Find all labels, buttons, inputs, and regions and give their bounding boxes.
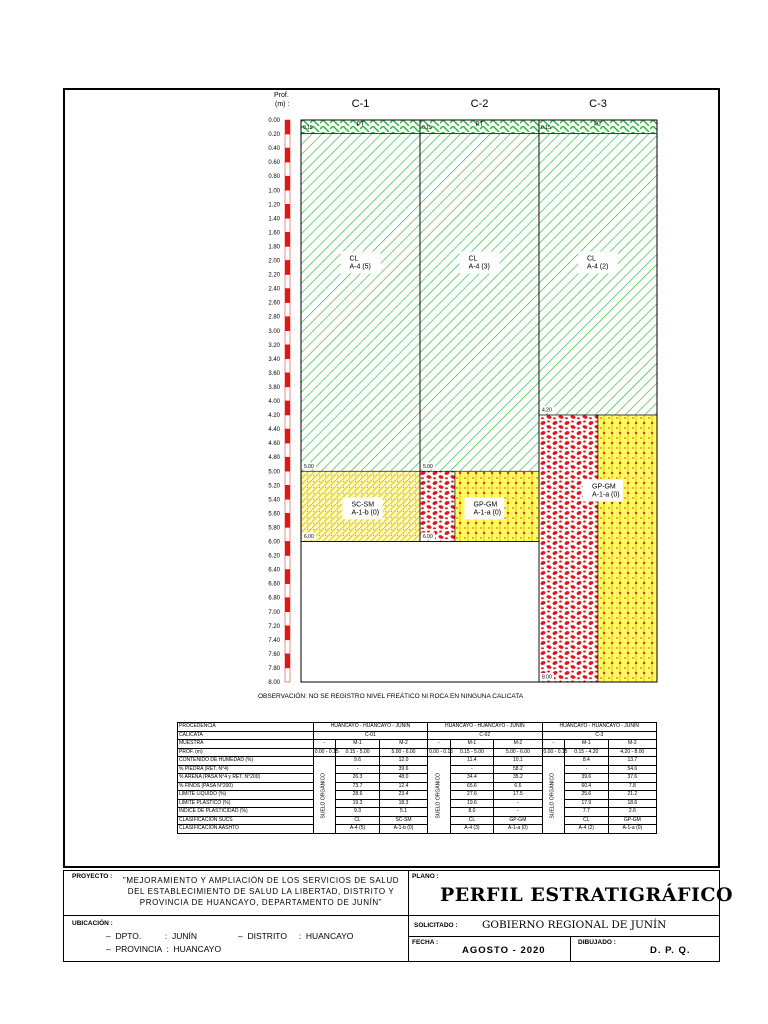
table-cell: 0.15 - 5.00 [450, 748, 494, 757]
depth-ruler-segment [285, 485, 290, 499]
table-cell: CL [450, 816, 494, 825]
table-row [178, 774, 657, 783]
table-cell: 17.5 [494, 791, 542, 800]
depth-tick-label: 1.60 [268, 230, 280, 237]
table-cell: C-02 [428, 731, 542, 740]
table-cell: 2.6 [608, 808, 656, 817]
depth-ruler-segment [285, 640, 290, 654]
soil-aashto-label: A-4 (5) [349, 263, 371, 271]
soil-class-label: CL [349, 255, 359, 263]
table-cell: M-1 [450, 740, 494, 749]
depth-tick-label: 5.00 [268, 469, 280, 476]
table-cell: 54.6 [608, 765, 656, 774]
table-cell: 60.4 [564, 782, 608, 791]
depth-ruler-segment [285, 120, 290, 134]
depth-tick-label: 6.20 [268, 553, 280, 560]
table-cell: GP-GM [494, 816, 542, 825]
date-label: FECHA : [412, 939, 439, 946]
depth-tick-label: 5.80 [268, 525, 280, 532]
table-cell: 18.6 [608, 799, 656, 808]
depth-ruler-segment [285, 190, 290, 204]
depth-ruler-segment [285, 584, 290, 598]
depth-tick-label: 3.40 [268, 356, 280, 363]
drawn-by-value: D. P. Q. [650, 945, 691, 956]
soil-layer [598, 415, 657, 682]
depth-ruler-segment [285, 429, 290, 443]
table-cell: 5.00 - 6.00 [494, 748, 542, 757]
table-cell: M-2 [494, 740, 542, 749]
depth-tick-label: 3.80 [268, 384, 280, 391]
depth-ruler-segment [285, 246, 290, 260]
table-cell: 58.2 [494, 765, 542, 774]
table-cell: 39.6 [564, 774, 608, 783]
table-row [178, 782, 657, 791]
borehole-name: C-1 [351, 98, 370, 110]
row-header: PROCEDENCIA [178, 723, 314, 732]
depth-ruler-segment [285, 415, 290, 429]
depth-ruler-segment [285, 303, 290, 317]
table-cell: 11.4 [450, 757, 494, 766]
topsoil-label: PT [594, 122, 602, 128]
depth-tick-label: 0.00 [268, 118, 280, 124]
soil-class-label: CL [468, 255, 478, 263]
table-cell: 27.6 [450, 791, 494, 800]
table-cell: 73.7 [336, 782, 380, 791]
plan-label: PLANO : [412, 873, 439, 880]
table-row [178, 723, 657, 732]
depth-ruler-segment [285, 654, 290, 668]
table-cell: 8.4 [564, 757, 608, 766]
soil-class-label: SC-SM [351, 501, 375, 509]
organic-soil-label: SUELO ORGÁNICO [313, 757, 335, 834]
table-cell: 18.3 [379, 799, 427, 808]
depth-tick-label: 8.00 [268, 680, 280, 686]
table-cell: 17.9 [564, 799, 608, 808]
depth-ruler-segment [285, 218, 290, 232]
depth-tick-label: 0.20 [268, 132, 280, 139]
depth-ruler-segment [285, 626, 290, 640]
depth-tick-label: 4.60 [268, 441, 280, 448]
depth-ruler-segment [285, 401, 290, 415]
depth-tick-label: 4.40 [268, 427, 280, 434]
row-header: % ARENA (PASA N°4 y RET. N°200) [178, 774, 314, 783]
table-cell: 12.0 [379, 757, 427, 766]
table-cell: 5.1 [379, 808, 427, 817]
layer-bottom-depth: 8.00 [542, 674, 552, 681]
table-cell: CL [336, 816, 380, 825]
depth-ruler-segment [285, 232, 290, 246]
table-cell: - [428, 740, 450, 749]
depth-tick-label: 2.80 [268, 314, 280, 321]
table-cell: 25.6 [564, 791, 608, 800]
row-header: LÍMITE PLÁSTICO (%) [178, 799, 314, 808]
table-cell: 13.7 [608, 757, 656, 766]
depth-axis-unit: (m) : [275, 101, 290, 108]
depth-tick-label: 2.40 [268, 286, 280, 293]
depth-ruler-segment [285, 359, 290, 373]
depth-ruler-segment [285, 556, 290, 570]
depth-ruler-segment [285, 527, 290, 541]
observation-note: OBSERVACIÓN: NO SE REGISTRO NIVEL FREÁTICO NI ROCA EN NINGUNA CALICATA [258, 693, 524, 700]
depth-tick-label: 0.80 [268, 174, 280, 181]
soil-class-label: GP-GM [592, 483, 616, 491]
table-cell: - [336, 765, 380, 774]
soil-aashto-label: A-4 (2) [587, 263, 609, 271]
depth-tick-label: 4.20 [268, 413, 280, 420]
soil-class-label: GP-GM [473, 501, 498, 509]
layer-bottom-depth: 4.20 [542, 407, 552, 414]
table-cell: 23.4 [379, 791, 427, 800]
plan-title: PERFIL ESTRATIGRÁFICO [440, 884, 734, 906]
depth-tick-label: 7.80 [268, 665, 280, 672]
table-cell: A-4 (2) [564, 825, 608, 834]
layer-bottom-depth: 5.00 [304, 463, 314, 470]
depth-tick-label: 2.60 [268, 300, 280, 307]
table-cell: - [494, 799, 542, 808]
table-cell: 7.7 [564, 808, 608, 817]
table-cell: M-1 [564, 740, 608, 749]
location-label: UBICACIÓN : [72, 920, 113, 927]
table-cell: A-1-b (0) [379, 825, 427, 834]
table-cell: 19.3 [336, 799, 380, 808]
depth-axis-label: Prof. [274, 92, 289, 99]
table-cell: 21.2 [608, 791, 656, 800]
table-row [178, 799, 657, 808]
table-cell: 65.6 [450, 782, 494, 791]
depth-ruler-segment [285, 499, 290, 513]
table-cell: 4.20 - 8.00 [608, 748, 656, 757]
depth-ruler-segment [285, 331, 290, 345]
table-cell: 35.2 [494, 774, 542, 783]
soil-aashto-label: A-1-b (0) [351, 509, 380, 517]
topsoil-depth-label: 0.15 [541, 125, 551, 131]
table-row [178, 757, 657, 766]
depth-ruler-segment [285, 204, 290, 218]
depth-tick-label: 5.20 [268, 483, 280, 490]
table-row [178, 825, 657, 834]
table-cell: HUANCAYO - HUANCAYO - JUNÍN [428, 723, 542, 732]
soil-layer [420, 471, 455, 541]
row-header: CALICATA [178, 731, 314, 740]
depth-tick-label: 6.40 [268, 567, 280, 574]
row-header: % PIEDRA (RET. N°4) [178, 765, 314, 774]
table-cell: A-4 (5) [336, 825, 380, 834]
depth-ruler-segment [285, 373, 290, 387]
project-name [116, 875, 406, 908]
depth-tick-label: 7.40 [268, 637, 280, 644]
topsoil-depth-label: 0.15 [422, 125, 432, 131]
layer-bottom-depth: 6.00 [423, 534, 433, 540]
project-line-2: DEL ESTABLECIMIENTO DE SALUD LA LIBERTAD, DISTRITO Y [127, 887, 395, 896]
depth-ruler-segment [285, 513, 290, 527]
topsoil-label: PT [356, 122, 365, 128]
depth-ruler-segment [285, 668, 290, 682]
table-cell: HUANCAYO - HUANCAYO - JUNÍN [313, 723, 427, 732]
table-cell: 48.0 [379, 774, 427, 783]
table-cell: 7.8 [608, 782, 656, 791]
depth-tick-label: 3.60 [268, 370, 280, 377]
depth-ruler-segment [285, 134, 290, 148]
depth-ruler-segment [285, 176, 290, 190]
borehole-name: C-2 [470, 98, 489, 110]
depth-tick-label: 4.00 [268, 399, 280, 405]
table-cell: 0.15 - 4.20 [564, 748, 608, 757]
depth-ruler-segment [285, 387, 290, 401]
soil-aashto-label: A-1-a (0) [592, 491, 620, 499]
table-cell: GP-GM [608, 816, 656, 825]
row-header: % FINOS (PASA N°200) [178, 782, 314, 791]
depth-tick-label: 1.00 [268, 188, 280, 195]
depth-ruler-segment [285, 570, 290, 584]
row-header: CLASIFICACIÓN SUCS [178, 816, 314, 825]
depth-tick-label: 0.40 [268, 146, 280, 153]
depth-tick-label: 1.80 [268, 244, 280, 251]
row-header: MUESTRA [178, 740, 314, 749]
borehole-name: C-3 [589, 98, 607, 110]
row-header: ÍNDICE DE PLASTICIDAD (%) [178, 808, 314, 817]
table-cell: M-2 [379, 740, 427, 749]
soil-layer [539, 415, 598, 682]
depth-tick-label: 0.60 [268, 160, 280, 167]
table-cell: 12.4 [379, 782, 427, 791]
table-cell: - [450, 765, 494, 774]
table-cell: 6.6 [494, 782, 542, 791]
project-label: PROYECTO : [72, 873, 113, 880]
topsoil-depth-label: 0.15 [303, 125, 313, 131]
row-header: LÍMITE LÍQUIDO (%) [178, 791, 314, 800]
table-cell: M-1 [336, 740, 380, 749]
table-cell: 0.00 - 0.15 [543, 748, 568, 755]
project-line-1: "MEJORAMIENTO Y AMPLIACIÓN DE LOS SERVICIOS DE SALUD [122, 876, 400, 885]
depth-tick-label: 1.20 [268, 202, 280, 209]
soil-class-label: CL [587, 255, 596, 263]
depth-tick-label: 4.80 [268, 455, 280, 462]
table-row [178, 816, 657, 825]
location-district: – DISTRITO : HUANCAYO [238, 931, 354, 941]
lab-results-table [177, 722, 657, 834]
depth-tick-label: 2.00 [268, 258, 280, 265]
layer-bottom-depth: 6.00 [304, 534, 314, 540]
depth-tick-label: 3.00 [268, 328, 280, 335]
row-header: CONTENIDO DE HUMEDAD (%) [178, 757, 314, 766]
topsoil-label: PT [475, 122, 484, 128]
table-row [178, 731, 657, 740]
depth-tick-label: 7.60 [268, 651, 280, 658]
table-cell: - [542, 740, 564, 749]
table-row [178, 791, 657, 800]
organic-soil-label: SUELO ORGÁNICO [542, 757, 564, 834]
table-cell: 28.6 [336, 791, 380, 800]
depth-tick-label: 5.60 [268, 511, 280, 518]
table-cell: - [564, 765, 608, 774]
table-cell: CL [564, 816, 608, 825]
depth-ruler-segment [285, 289, 290, 303]
depth-ruler-segment [285, 148, 290, 162]
depth-ruler-segment [285, 261, 290, 275]
row-header: PROF. (m) [178, 748, 314, 757]
table-cell: A-1-a (0) [494, 825, 542, 834]
depth-tick-label: 5.40 [268, 497, 280, 504]
table-cell: 0.15 - 5.00 [336, 748, 380, 757]
project-line-3: PROVINCIA DE HUANCAYO, DEPARTAMENTO DE JUNÍN" [139, 898, 383, 907]
depth-tick-label: 6.00 [268, 539, 280, 546]
table-cell: - [494, 808, 542, 817]
table-cell: 8.0 [450, 808, 494, 817]
requester-label: SOLICITADO : [414, 922, 458, 929]
soil-aashto-label: A-1-a (0) [473, 509, 502, 517]
table-row [178, 765, 657, 774]
date-value: AGOSTO - 2020 [462, 945, 546, 956]
depth-ruler-segment [285, 471, 290, 485]
drawn-by-label: DIBUJADO : [578, 939, 616, 946]
soil-layer [420, 134, 539, 472]
table-cell: 34.4 [450, 774, 494, 783]
depth-tick-label: 7.00 [268, 609, 280, 616]
depth-ruler-segment [285, 275, 290, 289]
layer-bottom-depth: 5.00 [423, 463, 433, 470]
table-cell: 10.1 [494, 757, 542, 766]
table-cell: - [313, 740, 335, 749]
depth-tick-label: 3.20 [268, 342, 280, 349]
depth-ruler-segment [285, 317, 290, 331]
table-cell: 37.6 [608, 774, 656, 783]
depth-ruler-segment [285, 162, 290, 176]
depth-tick-label: 1.40 [268, 216, 280, 223]
table-cell: 39.6 [379, 765, 427, 774]
depth-tick-label: 2.20 [268, 272, 280, 279]
table-cell: 9.3 [336, 808, 380, 817]
table-cell: 0.00 - 0.15 [429, 748, 454, 755]
table-cell: A-4 (3) [450, 825, 494, 834]
table-cell: C-3 [542, 731, 656, 740]
depth-ruler-segment [285, 457, 290, 471]
table-cell: C-01 [313, 731, 427, 740]
table-row [178, 748, 657, 757]
table-cell: 9.6 [336, 757, 380, 766]
table-cell: 0.00 - 0.15 [314, 748, 339, 755]
table-row [178, 808, 657, 817]
table-row [178, 740, 657, 749]
table-cell: 19.6 [450, 799, 494, 808]
depth-tick-label: 6.60 [268, 581, 280, 588]
soil-layer [301, 134, 420, 472]
requester-value: GOBIERNO REGIONAL DE JUNÍN [482, 919, 667, 931]
table-cell: HUANCAYO - HUANCAYO - JUNÍN [542, 723, 656, 732]
depth-tick-label: 7.20 [268, 623, 280, 630]
depth-ruler-segment [285, 542, 290, 556]
table-cell: SC-SM [379, 816, 427, 825]
depth-ruler-segment [285, 598, 290, 612]
location-department: – DPTO. : JUNÍN [106, 931, 197, 941]
table-cell: 26.3 [336, 774, 380, 783]
depth-ruler-segment [285, 612, 290, 626]
location-province: – PROVINCIA : HUANCAYO [106, 944, 222, 954]
table-cell: M-2 [608, 740, 656, 749]
soil-layer [539, 134, 657, 416]
depth-ruler-segment [285, 443, 290, 457]
row-header: CLASIFICACIÓN AASHTO [178, 825, 314, 834]
depth-ruler-segment [285, 345, 290, 359]
table-cell: A-1-a (0) [608, 825, 656, 834]
table-cell: 5.00 - 6.00 [379, 748, 427, 757]
organic-soil-label: SUELO ORGÁNICO [428, 757, 450, 834]
soil-aashto-label: A-4 (3) [468, 263, 490, 271]
depth-tick-label: 6.80 [268, 595, 280, 602]
